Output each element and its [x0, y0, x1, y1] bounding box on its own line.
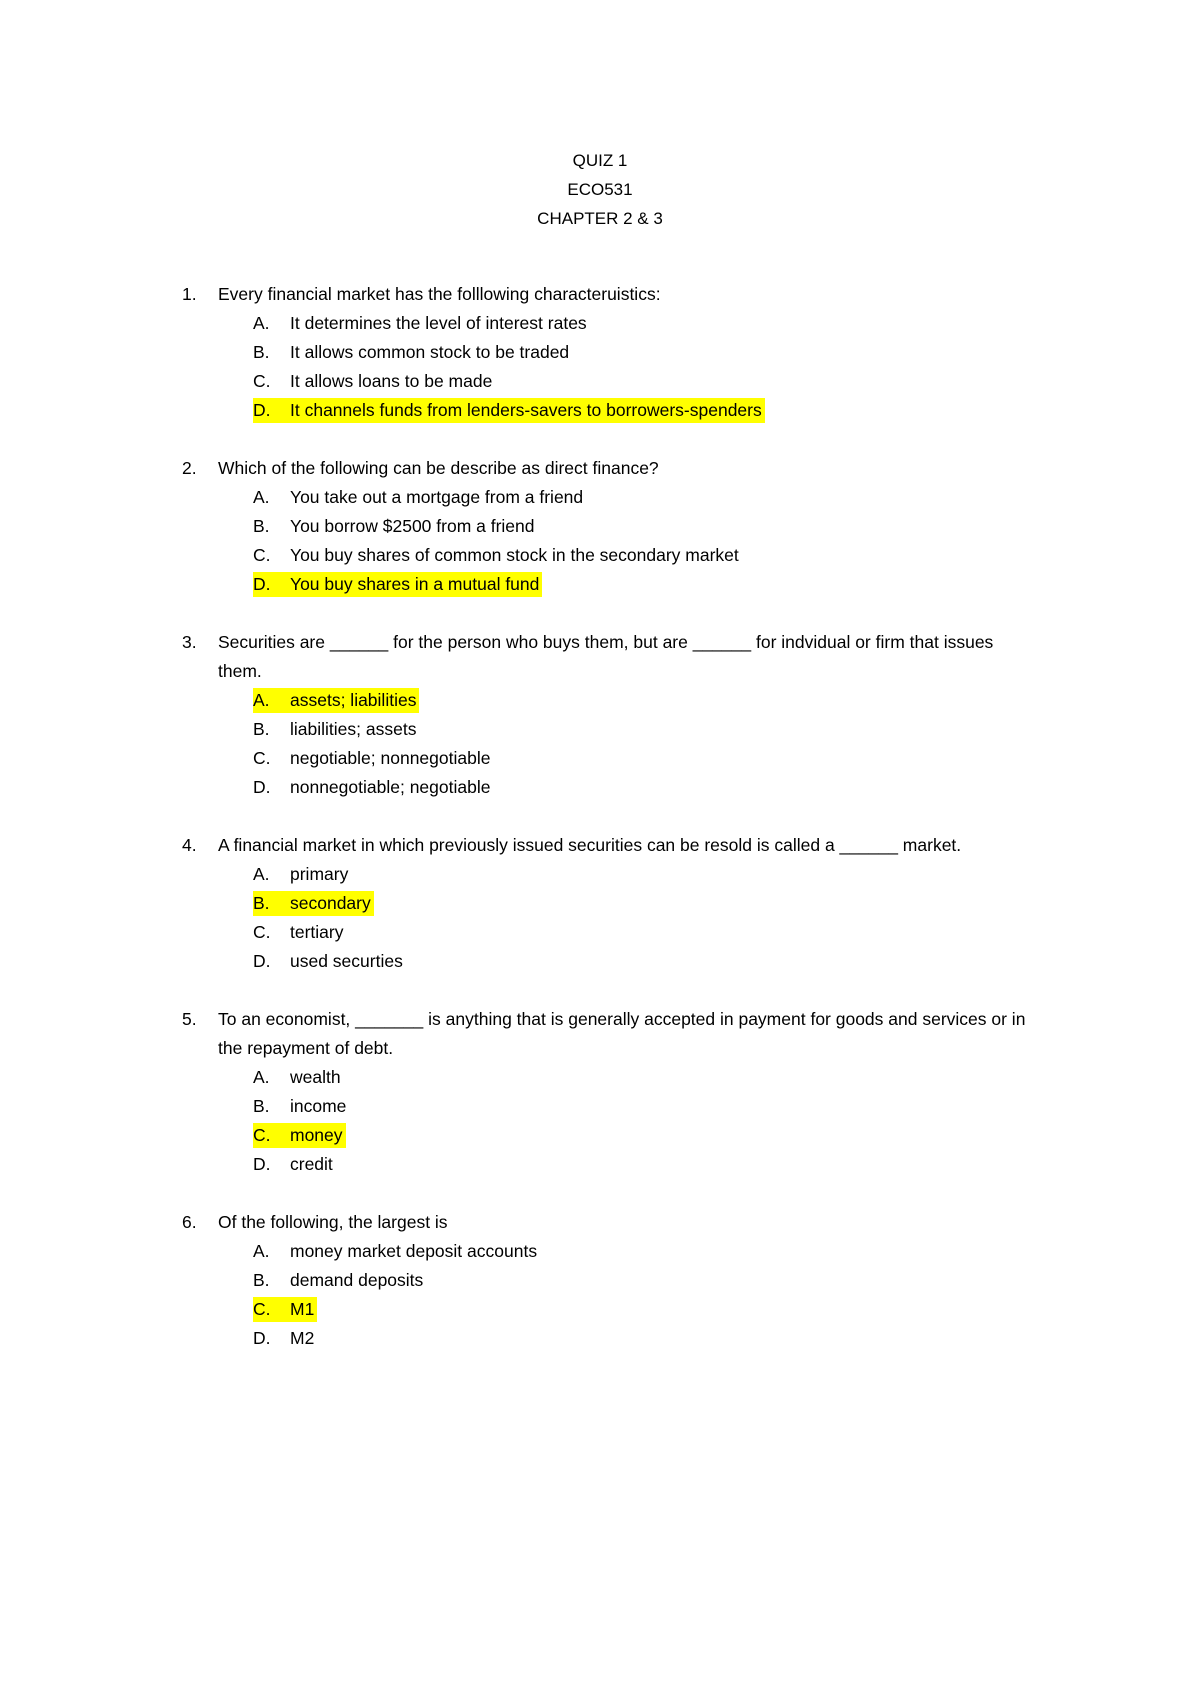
option-letter: B. [253, 1270, 270, 1290]
option-letter: C. [253, 748, 271, 768]
quiz-title: QUIZ 1 [572, 151, 628, 170]
option-letter: C. [253, 1125, 271, 1145]
answer-text-wrap [253, 1268, 426, 1293]
option-letter: B. [253, 342, 270, 362]
highlighted-answer [253, 688, 419, 713]
quiz-header [0, 146, 1200, 233]
answer-text-wrap [253, 1152, 336, 1177]
question-text: Which of the following can be describe as direct finance? [218, 458, 659, 478]
option-letter: C. [253, 545, 271, 565]
question-text: Securities are ______ for the person who buys them, but are ______ for indvidual or firm that issues them. [218, 632, 994, 681]
answer-text-wrap [253, 920, 346, 945]
option-letter: B. [253, 719, 270, 739]
answer-text-wrap [253, 543, 742, 568]
answer-option [0, 309, 1200, 338]
course-code: ECO531 [567, 180, 633, 199]
answer-text-wrap [253, 340, 572, 365]
option-letter: A. [253, 690, 270, 710]
question-number: 3. [182, 632, 197, 652]
question-stem [0, 1208, 1038, 1237]
question-text: Every financial market has the folllowing characteruistics: [218, 284, 661, 304]
question-item [0, 454, 1200, 599]
question-stem [0, 454, 1038, 483]
question-stem [0, 831, 1038, 860]
highlighted-answer [253, 398, 765, 423]
question-number: 2. [182, 458, 197, 478]
option-text: You take out a mortgage from a friend [290, 487, 584, 507]
question-stem [0, 628, 1038, 686]
answer-option [0, 1266, 1200, 1295]
answer-text-wrap [253, 369, 495, 394]
highlighted-answer [253, 1123, 346, 1148]
option-text: credit [290, 1154, 333, 1174]
answer-option [0, 338, 1200, 367]
answer-option [0, 773, 1200, 802]
option-letter: D. [253, 777, 271, 797]
option-letter: C. [253, 1299, 271, 1319]
question-item [0, 628, 1200, 802]
answer-option [0, 686, 1200, 715]
answer-text-wrap [253, 1065, 344, 1090]
answer-options [0, 1063, 1200, 1179]
answer-option [0, 918, 1200, 947]
answer-options [0, 686, 1200, 802]
option-text: liabilities; assets [290, 719, 417, 739]
option-text: money market deposit accounts [290, 1241, 538, 1261]
answer-text-wrap [253, 717, 419, 742]
answer-text-wrap [253, 485, 586, 510]
question-number: 1. [182, 284, 197, 304]
option-letter: B. [253, 1096, 270, 1116]
answer-option [0, 570, 1200, 599]
option-letter: D. [253, 400, 271, 420]
question-number: 4. [182, 835, 197, 855]
answer-option [0, 860, 1200, 889]
option-text: It channels funds from lenders-savers to borrowers-spenders [290, 400, 762, 420]
question-stem [0, 1005, 1038, 1063]
question-item [0, 1208, 1200, 1353]
answer-option [0, 1092, 1200, 1121]
question-text: Of the following, the largest is [218, 1212, 448, 1232]
option-text: wealth [290, 1067, 341, 1087]
option-text: money [290, 1125, 343, 1145]
answer-option [0, 889, 1200, 918]
option-letter: A. [253, 313, 270, 333]
answer-options [0, 1237, 1200, 1353]
option-text: M2 [290, 1328, 315, 1348]
option-text: tertiary [290, 922, 344, 942]
question-text: To an economist, _______ is anything that is generally accepted in payment for goods and services or in the repayment of debt. [218, 1009, 1026, 1058]
option-text: income [290, 1096, 347, 1116]
answer-text-wrap [253, 949, 406, 974]
option-letter: A. [253, 864, 270, 884]
option-text: M1 [290, 1299, 315, 1319]
question-list [0, 280, 1200, 1382]
answer-option [0, 367, 1200, 396]
answer-text-wrap [253, 746, 493, 771]
option-letter: C. [253, 922, 271, 942]
answer-option [0, 1063, 1200, 1092]
chapter-label: CHAPTER 2 & 3 [537, 209, 663, 228]
question-text: A financial market in which previously issued securities can be resold is called a ______ market. [218, 835, 962, 855]
option-letter: A. [253, 1067, 270, 1087]
answer-option [0, 396, 1200, 425]
highlighted-answer [253, 572, 542, 597]
option-letter: D. [253, 574, 271, 594]
answer-text-wrap [253, 862, 351, 887]
question-number: 6. [182, 1212, 197, 1232]
option-text: demand deposits [290, 1270, 424, 1290]
option-text: assets; liabilities [290, 690, 417, 710]
answer-option [0, 512, 1200, 541]
answer-text-wrap [253, 1094, 349, 1119]
answer-option [0, 715, 1200, 744]
answer-option [0, 1237, 1200, 1266]
option-text: negotiable; nonnegotiable [290, 748, 491, 768]
answer-text-wrap [253, 514, 538, 539]
question-item [0, 831, 1200, 976]
highlighted-answer [253, 1297, 317, 1322]
answer-option [0, 1121, 1200, 1150]
option-text: You borrow $2500 from a friend [290, 516, 535, 536]
question-item [0, 280, 1200, 425]
option-text: It allows common stock to be traded [290, 342, 570, 362]
option-text: primary [290, 864, 349, 884]
option-text: It determines the level of interest rates [290, 313, 587, 333]
option-text: used securties [290, 951, 403, 971]
answer-text-wrap [253, 1239, 540, 1264]
question-stem [0, 280, 1038, 309]
answer-text-wrap [253, 775, 493, 800]
option-text: You buy shares in a mutual fund [290, 574, 540, 594]
option-text: You buy shares of common stock in the secondary market [290, 545, 739, 565]
answer-option [0, 541, 1200, 570]
option-letter: B. [253, 893, 270, 913]
question-number: 5. [182, 1009, 197, 1029]
answer-options [0, 860, 1200, 976]
answer-option [0, 1295, 1200, 1324]
answer-text-wrap [253, 1326, 317, 1351]
answer-option [0, 483, 1200, 512]
option-letter: D. [253, 951, 271, 971]
option-letter: A. [253, 487, 270, 507]
answer-options [0, 483, 1200, 599]
option-text: It allows loans to be made [290, 371, 493, 391]
answer-option [0, 744, 1200, 773]
answer-option [0, 947, 1200, 976]
question-item [0, 1005, 1200, 1179]
option-letter: A. [253, 1241, 270, 1261]
option-letter: B. [253, 516, 270, 536]
option-letter: D. [253, 1328, 271, 1348]
answer-text-wrap [253, 311, 590, 336]
answer-options [0, 309, 1200, 425]
option-letter: C. [253, 371, 271, 391]
answer-option [0, 1150, 1200, 1179]
highlighted-answer [253, 891, 374, 916]
option-letter: D. [253, 1154, 271, 1174]
option-text: nonnegotiable; negotiable [290, 777, 491, 797]
option-text: secondary [290, 893, 371, 913]
answer-option [0, 1324, 1200, 1353]
